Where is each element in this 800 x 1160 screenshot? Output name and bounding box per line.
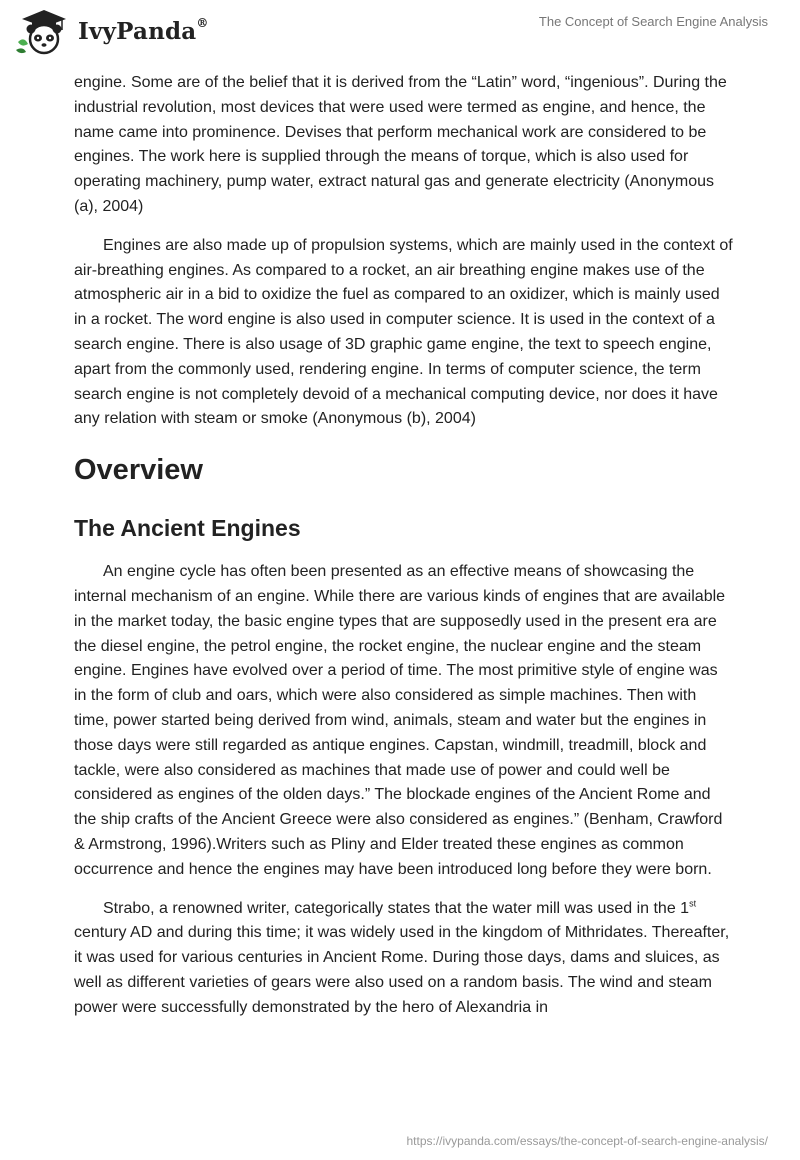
essay-content [74,71,734,1035]
source-url[interactable]: https://ivypanda.com/essays/the-concept-of-search-engine-analysis/ [406,1134,768,1148]
brand-name: IvyPanda® [78,15,209,45]
paragraph: An engine cycle has often been presented as an effective means of showcasing the internal mechanism of an engine. While there are various kinds of engines that are available in the market today, the basic engine types that are supposedly used in the present era are the diesel engine, the petrol engine, the rocket engine, the nuclear engine and the steam engine. Engines have evolved over a period of time. The most primitive style of engine was in the form of club and oars, which were also considered as simple machines. Then with time, power started being derived from wind, animals, steam and water but the engines in those days were still regarded as antique engines. Capstan, windmill, treadmill, block and tackle, were also considered as machines that made use of power and could well be considered as engines of the olden days.” The blockade engines of the Ancient Rome and the ship crafts of the Ancient Greece were also considered as engines.” (Benham, Crawford & Armstrong, 1996).Writers such as Pliny and Elder treated these engines as common occurrence and hence the engines may have been introduced long before they were born. [74,563,726,878]
document-title: The Concept of Search Engine Analysis [538,14,768,29]
paragraph-text: Strabo, a renowned writer, categorically states that the water mill was used in the 1 [103,899,690,917]
subsection-heading-ancient-engines: The Ancient Engines [74,515,301,542]
registered-mark: ® [196,15,209,30]
page-header [0,0,800,66]
paragraph-text: century AD and during this time; it was widely used in the kingdom of Mithridates. Thereafter, it was used for various centuries in Ancient Rome. During those days, dams and sluices, as well as different varieties of gears were also used on a random basis. The wind and steam power were successfully demonstrated by the hero of Alexandria in [74,924,730,1016]
panda-graduation-cap-icon [14,6,72,56]
paragraph: Engines are also made up of propulsion systems, which are mainly used in the context of air-breathing engines. As compared to a rocket, an air breathing engine makes use of the atmospheric air in a bid to oxidize the fuel as compared to an oxidizer, which is mainly used in a rocket. The word engine is also used in computer science. It is used in the context of a search engine. There is also usage of 3D graphic game engine, the text to speech engine, apart from the commonly used, rendering engine. In terms of computer science, the term search engine is not completely devoid of a mechanical computing device, nor does it have any relation with steam or smoke (Anonymous (b), 2004) [74,236,733,428]
section-heading-overview: Overview [74,454,203,487]
paragraph [74,897,734,1021]
brand-logo[interactable] [14,6,209,56]
ordinal-suffix: st [689,898,697,909]
paragraph: engine. Some are of the belief that it is derived from the “Latin” word, “ingenious”. During the industrial revolution, most devices that were used were termed as engine, and hence, the name came into prominence. Devises that perform mechanical work are considered to be engines. The work here is supplied through the means of torque, which is also used for operating machinery, pump water, extract natural gas and generate electricity (Anonymous (a), 2004) [74,74,727,215]
